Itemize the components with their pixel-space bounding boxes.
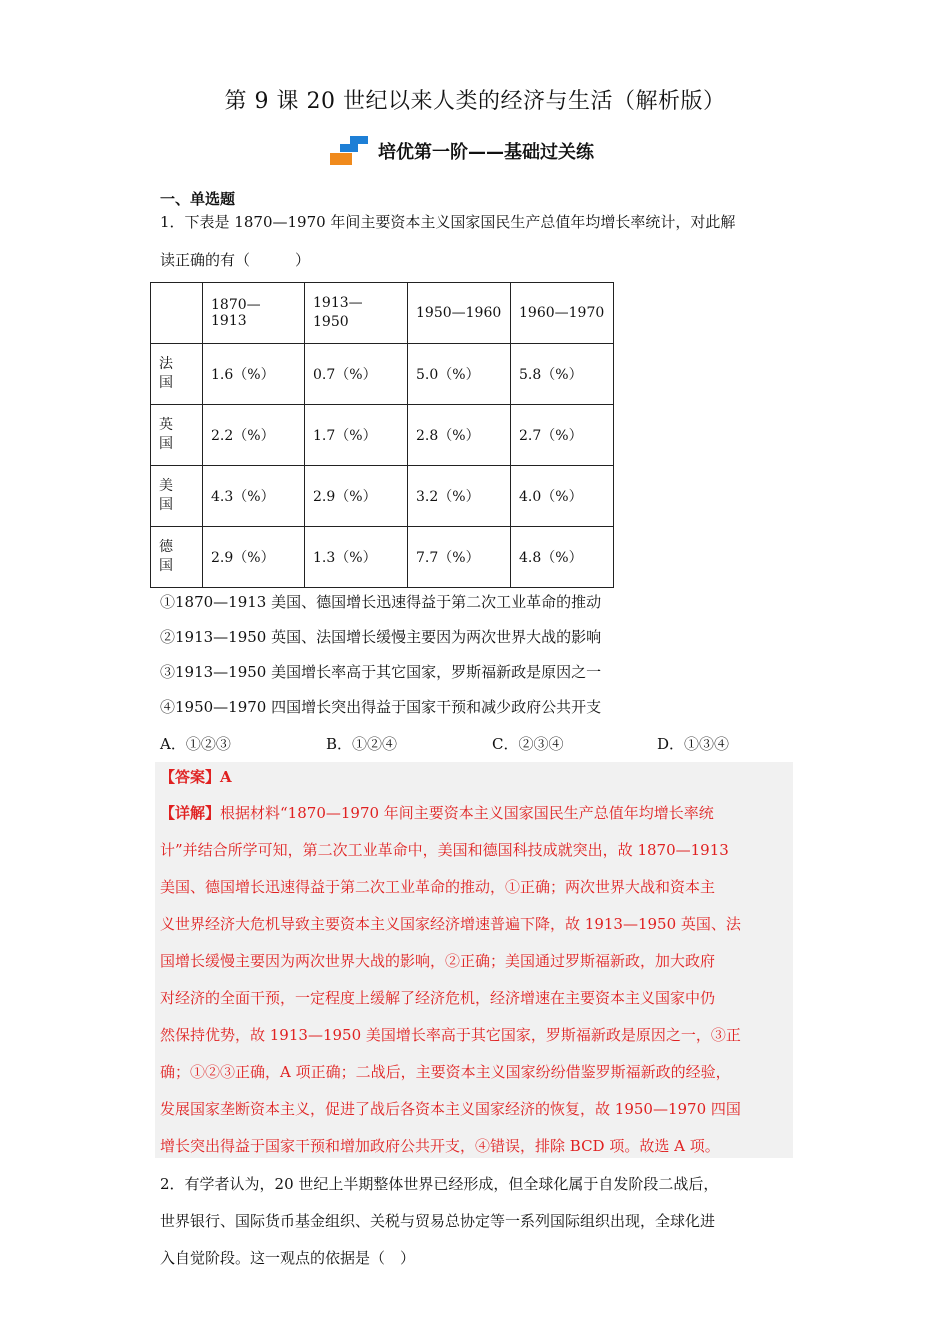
table-row [151, 466, 614, 527]
table-cell: 2.8（%） [408, 405, 511, 466]
q1-stem-line-1: 1．下表是 1870—1970 年间主要资本主义国家国民生产总值年均增长率统计，对此解 [160, 213, 736, 231]
statement-3: ③1913—1950 美国增长率高于其它国家，罗斯福新政是原因之一 [160, 663, 602, 681]
table-cell: 5.0（%） [408, 344, 511, 405]
q2-line-1: 2．有学者认为，20 世纪上半期整体世界已经形成，但全球化属于自发阶段二战后， [160, 1175, 719, 1193]
country-char: 国 [159, 436, 173, 452]
q2-line-2: 世界银行、国际货币基金组织、关税与贸易总协定等一系列国际组织出现，全球化进 [160, 1212, 716, 1230]
answer-value: A [220, 768, 232, 786]
table-cell: 2.9（%） [305, 466, 408, 527]
table-row [151, 405, 614, 466]
statement-1: ①1870—1913 美国、德国增长迅速得益于第二次工业革命的推动 [160, 593, 602, 611]
detail-label: 【详解】 [160, 804, 221, 822]
table-cell: 2.7（%） [511, 405, 614, 466]
table-cell: 4.3（%） [203, 466, 305, 527]
table-header-cell [305, 283, 408, 344]
country-cell [151, 466, 203, 527]
option-c[interactable]: C．②③④ [492, 735, 564, 753]
detail-line: 然保持优势，故 1913—1950 美国增长率高于其它国家，罗斯福新政是原因之一，③正 [160, 1026, 741, 1044]
country-char: 英 [159, 417, 173, 433]
table-cell: 4.0（%） [511, 466, 614, 527]
detail-line: 国增长缓慢主要因为两次世界大战的影响，②正确；美国通过罗斯福新政，加大政府 [160, 952, 716, 970]
country-cell [151, 527, 203, 588]
section-heading: 一、单选题 [160, 190, 236, 208]
subtitle-banner [328, 136, 594, 166]
table-cell: 2.9（%） [203, 527, 305, 588]
table-header-cell [151, 283, 203, 344]
country-char: 法 [159, 356, 173, 372]
detail-line: 发展国家垄断资本主义，促进了战后各资本主义国家经济的恢复，故 1950—1970 四国 [160, 1100, 741, 1118]
detail-line: 增长突出得益于国家干预和增加政府公共开支，④错误，排除 BCD 项。故选 A 项。 [160, 1137, 720, 1155]
detail-line: 确；①②③正确，A 项正确；二战后，主要资本主义国家纷纷借鉴罗斯福新政的经验， [160, 1063, 731, 1081]
option-a[interactable]: A．①②③ [160, 735, 231, 753]
table-cell: 3.2（%） [408, 466, 511, 527]
option-d[interactable]: D．①③④ [657, 735, 730, 753]
table-header-cell: 1950—1960 [408, 283, 511, 344]
q1-stem-line-2: 读正确的有（ ） [160, 251, 311, 269]
table-row [151, 344, 614, 405]
table-header-cell: 1870—1913 [203, 283, 305, 344]
detail-line [160, 803, 714, 823]
answer-label: 【答案】 [160, 768, 221, 786]
statement-4: ④1950—1970 四国增长突出得益于国家干预和减少政府公共开支 [160, 698, 602, 716]
country-cell [151, 344, 203, 405]
table-cell: 1.7（%） [305, 405, 408, 466]
table-cell: 2.2（%） [203, 405, 305, 466]
detail-line: 美国、德国增长迅速得益于第二次工业革命的推动，①正确；两次世界大战和资本主 [160, 878, 716, 896]
header-line: 1950 [313, 314, 349, 330]
table-cell: 1.3（%） [305, 527, 408, 588]
option-b[interactable]: B．①②④ [326, 735, 398, 753]
table-cell: 4.8（%） [511, 527, 614, 588]
country-cell [151, 405, 203, 466]
subtitle-text: 培优第一阶——基础过关练 [378, 142, 594, 163]
header-line: 1913— [313, 295, 363, 311]
table-cell: 0.7（%） [305, 344, 408, 405]
detail-text: 根据材料“1870—1970 年间主要资本主义国家国民生产总值年均增长率统 [220, 804, 714, 822]
country-char: 国 [159, 558, 173, 574]
country-char: 国 [159, 497, 173, 513]
detail-line: 义世界经济大危机导致主要资本主义国家经济增速普遍下降，故 1913—1950 英国、法 [160, 915, 741, 933]
table-header-cell: 1960—1970 [511, 283, 614, 344]
stairs-logo-icon [328, 136, 374, 166]
country-char: 国 [159, 375, 173, 391]
table-cell: 7.7（%） [408, 527, 511, 588]
statement-2: ②1913—1950 英国、法国增长缓慢主要因为两次世界大战的影响 [160, 628, 602, 646]
country-char: 德 [159, 539, 173, 555]
table-cell: 5.8（%） [511, 344, 614, 405]
q2-line-3: 入自觉阶段。这一观点的依据是（ ） [160, 1249, 416, 1267]
table-row [151, 527, 614, 588]
detail-line: 对经济的全面干预，一定程度上缓解了经济危机，经济增速在主要资本主义国家中仍 [160, 989, 716, 1007]
page-title: 第 9 课 20 世纪以来人类的经济与生活（解析版） [224, 89, 726, 114]
answer-line [160, 767, 232, 787]
table-cell: 1.6（%） [203, 344, 305, 405]
country-char: 美 [159, 478, 173, 494]
growth-rate-table [150, 282, 614, 588]
table-header-row [151, 283, 614, 344]
detail-line: 计”并结合所学可知，第二次工业革命中，美国和德国科技成就突出，故 1870—1913 [160, 841, 729, 859]
